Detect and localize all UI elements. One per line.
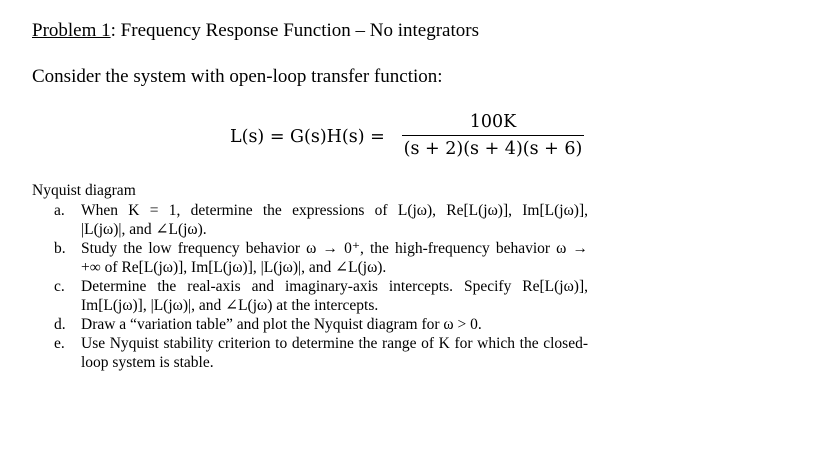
task-marker: d.	[54, 316, 66, 333]
task-item-a	[54, 201, 588, 239]
equation-denominator: (s + 2)(s + 4)(s + 6)	[403, 139, 583, 159]
task-line: Use Nyquist stability criterion to determine the range of K for which the closed-	[81, 335, 588, 352]
transfer-function-equation	[230, 110, 600, 166]
problem-label: Problem 1	[32, 20, 111, 41]
problem-title-text: : Frequency Response Function – No integrators	[110, 20, 479, 41]
task-line: |L(jω)|, and ∠L(jω).	[81, 221, 207, 238]
equation-numerator: 100K	[469, 112, 517, 132]
task-item-c	[54, 277, 588, 315]
task-item-e	[54, 334, 588, 372]
task-list	[54, 201, 588, 372]
task-item-b	[54, 239, 588, 277]
task-line: +∞ of Re[L(jω)], Im[L(jω)], |L(jω)|, and ∠L(jω).	[81, 259, 387, 276]
section-title: Nyquist diagram	[32, 182, 136, 199]
task-line: Determine the real-axis and imaginary-axis intercepts. Specify Re[L(jω)],	[81, 278, 588, 295]
task-line: Im[L(jω)], |L(jω)|, and ∠L(jω) at the intercepts.	[81, 297, 379, 314]
task-line: Study the low frequency behavior ω → 0⁺, the high-frequency behavior ω →	[81, 240, 588, 257]
task-line: Draw a “variation table” and plot the Nyquist diagram for ω > 0.	[81, 316, 482, 333]
task-marker: b.	[54, 240, 66, 257]
intro-text: Consider the system with open-loop transfer function:	[32, 66, 443, 87]
task-item-d	[54, 315, 588, 334]
task-marker: a.	[54, 202, 65, 219]
equation-lhs: L(s) = G(s)H(s) =	[230, 127, 385, 147]
equation-fraction	[398, 110, 588, 162]
task-line: loop system is stable.	[81, 354, 214, 371]
task-marker: c.	[54, 278, 65, 295]
task-line: When K = 1, determine the expressions of L(jω), Re[L(jω)], Im[L(jω)],	[81, 202, 588, 219]
task-marker: e.	[54, 335, 65, 352]
problem-title	[32, 20, 479, 42]
